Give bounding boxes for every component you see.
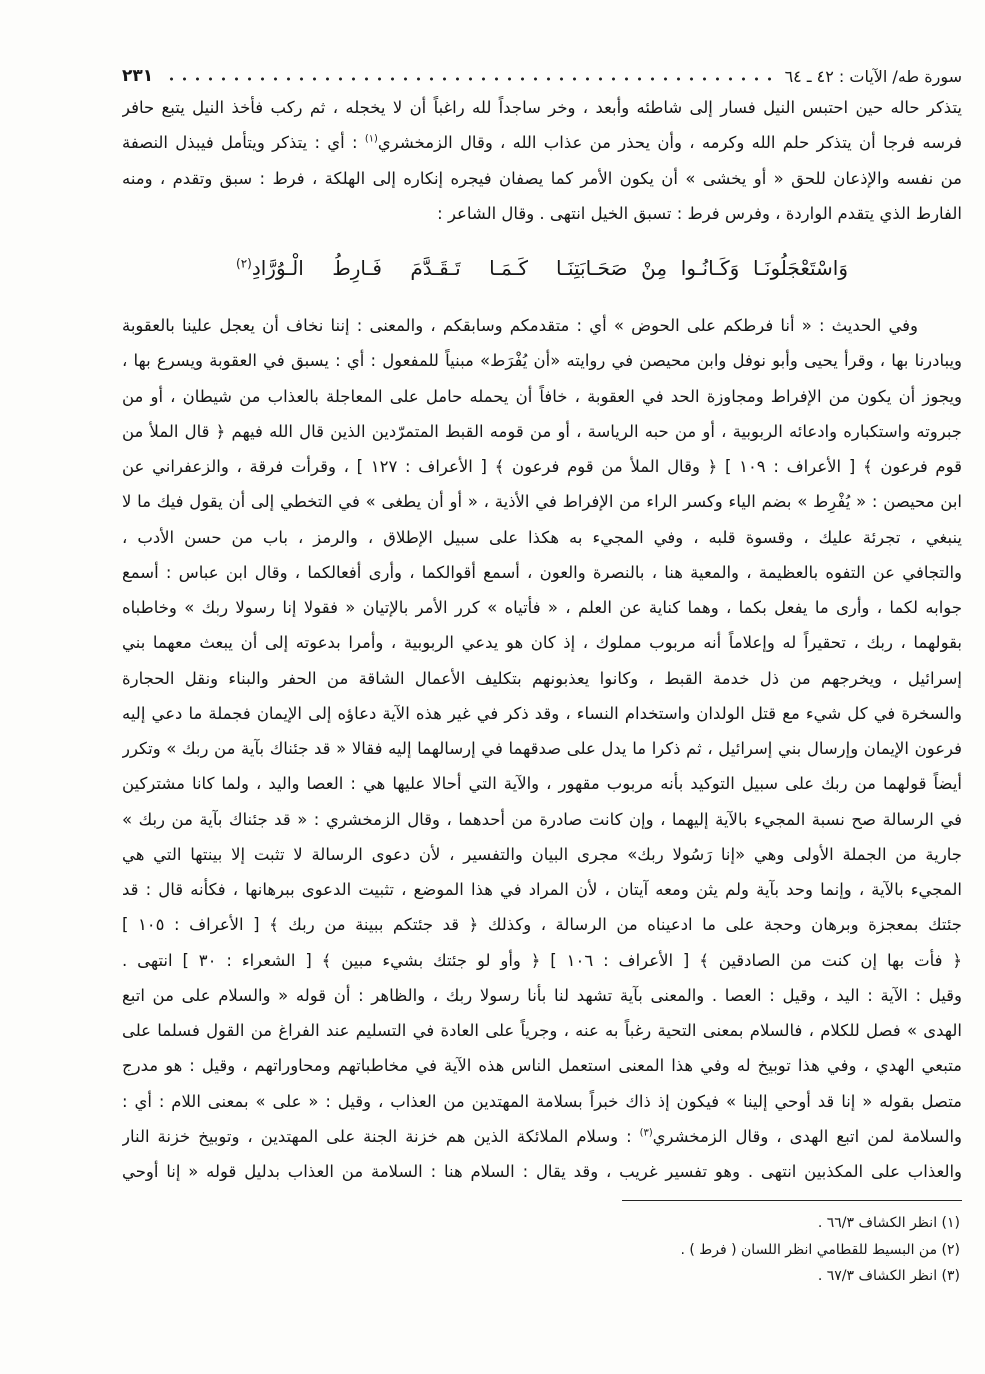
running-header [122, 61, 962, 91]
header-dot-leader [165, 76, 772, 82]
running-title: سورة طه/ الآيات : ٤٢ ـ ٦٤ [784, 66, 962, 86]
text-line: المجيء بالآية ، وإنما وحد بآية ولم يثن ومعه آيتان ، لأن المراد في هذا الموضع ، تثبيت الدعوى ببرهانها ، فكأنه قال : قد [122, 880, 962, 899]
text-line: جبروته واستكباره وادعائه الربوبية ، أو من حبه الرياسة ، أو من قومه القبط المتمرّدين الذين قال الله فيهم ﴿ قال الملأ من [122, 421, 962, 441]
text-line: ﴿ فأت بها إن كنت من الصادقين ﴾ [ الأعراف : ١٠٦ ] ﴿ وأو لو جئتك بشيء مبين ﴾ [ الشعراء : ٣٠ ] انتهى . [122, 950, 962, 970]
text-line: والعذاب على المكذبين انتهى . وهو تفسير غريب ، وقد يقال : السلام هنا : السلامة من العذاب بدليل قوله « إنا أوحي [122, 1162, 962, 1181]
verse-hemistich-second [236, 249, 528, 287]
footnote: (١) انظر الكشاف ٦٦/٣ . [817, 1215, 960, 1231]
text-line [122, 125, 962, 160]
text-line: جوابه لكما ، وأرى ما يفعل بكما ، وهما كناية عن العلم ، « فأتياه » كرر الأمر بالإتيان « فقولا إنا رسولا ربك » وخاطباه [122, 598, 962, 617]
text-line [122, 1119, 962, 1154]
footnotes [122, 1210, 960, 1290]
footnote: (٢) من البسيط للقطامي انظر اللسان ( فرط ) . [680, 1241, 960, 1258]
text-line: جارية من الجملة الأولى وهي «إنا رَسُولا ربك» مجرى البيان والتفسير ، لأن دعوى الرسالة لا تثبت إلا بينتها التي هي [122, 844, 962, 864]
text-line: والسخرة في كل شيء مع قتل الولدان واستخدام النساء ، وقد ذكر في غير هذه الآية دعاؤه إلى الإيمان فجملة ما دعي إليه [122, 703, 962, 723]
verse-hemistich-first: وَاسْتَعْجَلُونَـا وَكَـانُـوا مِنْ صَحَـابَتِنَـا [556, 256, 848, 280]
paragraph [122, 308, 962, 1189]
text-line: ويبادرنا بها ، وقرأ يحيى وأبو نوفل وابن محيصن في روايته «أن يُفْرَط» مبنياً للمفعول : أي : يسبق في العقوبة ويسرع بها ، [122, 351, 962, 371]
text-line: أيضاً قولهما من ربك على سبيل التوكيد بأنه مربوب مقهور ، والآية التي أحالا عليها هي : العصا واليد ، ولما كانا مشتركين [122, 774, 962, 794]
line-segment: : وسلام الملائكة الذين هم خزنة الجنة على المهتدين ، وتوبيخ خزنة النار [122, 1126, 640, 1146]
text-line: فرعون الإيمان وإرسال بني إسرائيل ، ثم ذكرا ما يدل على صدقهما في إرسالهما إليه فقالا « قد جئناك بآية من ربك » وتكرر [122, 739, 962, 758]
footnote: (٣) انظر الكشاف ٦٧/٣ . [817, 1268, 960, 1284]
footnote-separator [622, 1200, 962, 1201]
paragraph [122, 90, 962, 231]
text-line: الهدى » فصل للكلام ، فالسلام بمعنى التحية رغباً به عنه ، وجرياً على العادة في التسليم عند الفراغ من القول فسلما على [122, 1021, 962, 1040]
text-line: من نفسه والإذعان للحق « أو يخشى » أن يكون الأمر كما يصفان فيجره إنكاره إلى الهلكة ، فرط : سبق وتقدم ، ومنه [122, 168, 962, 188]
text-line: إسرائيل ، ويخرجهم من ذل خدمة القبط ، وكانوا يعذبونهم بتكليف الأعمال الشاقة من الحفر والبناء ونقل الحجارة [122, 668, 962, 688]
page-number: ٢٣١ [122, 66, 154, 86]
text-line: متبعي الهدي ، وفي هذا توبيخ له وفي هذا المعنى استعمل الناس هذه الآية في مخاطباتهم ومحاوراتهم ، وقيل : هو مدرج [122, 1056, 962, 1076]
text-line: ينبغي ، تجرئة عليك ، وقسوة قلبه ، وفي المجيء به هكذا على سبيل الإطلاق ، والرمز ، باب من حسن الأدب ، [122, 527, 962, 547]
footnote-ref: (٣) [639, 1127, 653, 1139]
footnote-ref: (٢) [236, 256, 252, 271]
text-line: قوم فرعون ﴾ [ الأعراف : ١٠٩ ] ﴿ وقال الملأ من قوم فرعون ﴾ [ الأعراف : ١٢٧ ] ، وقرأت فرقة ، والزعفراني عن [122, 457, 962, 476]
text-line: والتجافي عن التفوه بالعظيمة ، والمعية هنا ، بالنصرة والعون ، أسمع أقوالكما ، وأرى أفعالكما ، وقال ابن عباس : أسمع [122, 562, 962, 582]
poetry-verse [122, 249, 962, 287]
line-segment: والسلامة لمن اتبع الهدى ، وقال الزمخشري [652, 1126, 962, 1146]
text-line: وفي الحديث : « أنا فرطكم على الحوض » أي : متقدمكم وسابقكم ، والمعنى : إننا نخاف أن يعجل علينا بالعقوبة [122, 316, 918, 335]
text-line: وقيل : الآية : اليد ، وقيل : العصا . والمعنى بآية تشهد لنا بأنا رسولا ربك ، والظاهر : أن قوله « والسلام على من اتبع [122, 985, 962, 1005]
text-line: جئتك بمعجزة وبرهان وحجة على ما ادعيناه من الرسالة ، وكذلك ﴿ قد جئتكم ببينة من ربك ﴾ [ الأعراف : ١٠٥ ] [122, 915, 962, 935]
text-line: ويجوز أن يكون من الإفراط ومجاوزة الحد في العقوبة ، خافاً أن يحمله حامل على المعاجلة بالعذاب من شيطان ، أو من [122, 386, 962, 406]
text-line: بقولهما ، ربك ، تحقيراً له وإعلاماً أنه مربوب مملوك ، إذ كان هو يدعي الربوبية ، وأمرا بدعوته إلى أن يبعث معهما بني [122, 633, 962, 653]
text-line: الفارط الذي يتقدم الواردة ، وفرس فرط : تسبق الخيل انتهى . وقال الشاعر : [437, 203, 962, 223]
text-line: يتذكر حاله حين احتبس النيل فسار إلى شاطئه وأبعد ، وخر ساجداً لله راغباً أن لا يخجله ، ثم ركب فأخذ النيل يتبع حافر [122, 98, 962, 117]
footnote-ref: (١) [364, 133, 378, 145]
line-segment: : أي : يتذكر ويتأمل فيبذل النصفة [122, 133, 365, 153]
line-segment: فرسه فرجا أن يتذكر حلم الله وكرمه ، وأن يحذر من عذاب الله ، وقال الزمخشري [377, 133, 962, 153]
text-line: في الرسالة صح نسبة المجيء بالآية إليهما ، وإن كانت صادرة من أحدهما ، وقال الزمخشري : « قد جئناك بآية من ربك » [122, 809, 962, 829]
text-line: ابن محيصن : « يُفْرِط » بضم الياء وكسر الراء من الإفراط في الأذية ، « أو أن يطغى » في التخطي إلى أن يقول فيك ما لا [122, 492, 962, 512]
text-line: متصل بقوله « إنا قد أوحي إلينا » فيكون إذ ذاك خبراً بسلامة المهتدين من العذاب ، وقيل : « على » بمعنى اللام : أي : [122, 1091, 962, 1111]
line-segment: كَـمَـا تَـقَـدَّمَ فَـارِطُ الْـوُرَّادِ [251, 256, 528, 280]
